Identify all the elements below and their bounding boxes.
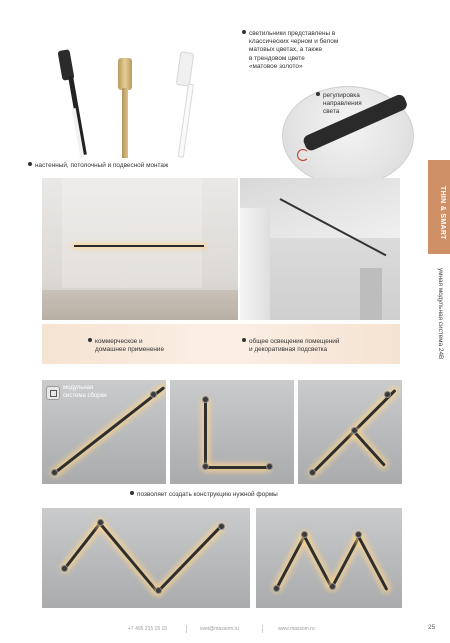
connector-node [273, 585, 280, 592]
white-fixture [176, 51, 195, 87]
bullet-icon [242, 338, 246, 342]
footer-divider [262, 625, 263, 633]
bullet-icon [88, 338, 92, 342]
white-fixture-rod [178, 84, 194, 158]
colors-note-line: «матовое золото» [249, 62, 303, 70]
rotation-note-line: света [323, 108, 340, 116]
modular-badge-line: система сборки [63, 392, 107, 399]
connector-node [329, 583, 336, 590]
wall-room-photo [42, 178, 238, 320]
diagonal-short-fixture [353, 430, 386, 466]
connector-node [301, 531, 308, 538]
modular-badge [44, 384, 114, 406]
connector-node [266, 463, 273, 470]
w-fixture-4 [357, 535, 389, 591]
window [240, 208, 270, 320]
application-right-line: и декоративная подсветка [249, 346, 328, 354]
connector-node [150, 391, 157, 398]
connector-node [355, 531, 362, 538]
section-subtitle: умная модульная система 24В [437, 268, 444, 360]
bullet-icon [28, 162, 32, 166]
footer-phone: +7 495 215 15 15 [128, 626, 168, 632]
connector-node [309, 469, 316, 476]
cube-stack-icon [46, 386, 60, 400]
footer-email[interactable]: svet@maxsom.ru [200, 626, 239, 632]
section-tab-label: THIN & SMART [439, 186, 446, 240]
footer-divider [186, 625, 187, 633]
rotation-note [316, 92, 396, 117]
mount-caption: настенный, потолочный и подвесной монтаж [28, 162, 168, 170]
footer [128, 626, 428, 636]
modular-badge-text [63, 385, 107, 400]
wall-fixture [74, 245, 204, 247]
shape-caption: позволяет создать конструкцию нужной формы [130, 491, 278, 499]
connector-node [384, 391, 391, 398]
rotation-arrow-icon [297, 149, 309, 161]
colors-note-line: классических черном и белом [249, 38, 339, 46]
application-right-line: общее освещение помещений [249, 338, 340, 345]
w-fixture-2 [303, 535, 333, 588]
connector-node [218, 523, 225, 530]
connector-node [155, 587, 162, 594]
application-left-line: домашнее применение [95, 346, 165, 354]
colors-note-line: светильники представлены в [249, 30, 336, 37]
application-note-right [242, 338, 339, 354]
zigzag-shape-panel [42, 508, 250, 608]
door [360, 268, 382, 320]
gold-fixture-rod [122, 88, 128, 158]
rotation-note-line: направления [323, 100, 362, 108]
zigzag-fixture-1 [63, 521, 102, 570]
application-left-line: коммерческое и [95, 338, 143, 345]
application-note-left [88, 338, 164, 354]
w-shape-panel [256, 508, 402, 608]
bullet-icon [130, 491, 134, 495]
gold-fixture [118, 58, 132, 90]
wall-panel [62, 178, 202, 288]
w-fixture-3 [331, 536, 361, 589]
modular-badge-line: модульная [63, 385, 94, 391]
zigzag-fixture-3 [157, 526, 222, 593]
connector-node [351, 427, 358, 434]
connector-node [51, 469, 58, 476]
horizontal-fixture [206, 466, 268, 469]
floor [42, 290, 238, 320]
colors-note-line: в трендовом цвете [249, 54, 305, 62]
bullet-icon [316, 92, 320, 96]
footer-site[interactable]: www.maxsom.ru [278, 626, 315, 632]
connector-node [61, 565, 68, 572]
page-number: 25 [428, 624, 436, 631]
connector-node [202, 463, 209, 470]
l-shape-panel [170, 380, 294, 484]
zigzag-fixture-2 [99, 523, 159, 594]
connector-node [97, 519, 104, 526]
connector-node [202, 396, 209, 403]
k-shape-panel [298, 380, 402, 484]
rotation-note-line: регулировка [323, 92, 360, 99]
colors-note-line: матовых цветах, а также [249, 46, 323, 54]
w-fixture-1 [275, 534, 307, 590]
product-colors-photo [38, 28, 228, 158]
ceiling-room-photo [240, 178, 400, 320]
bullet-icon [242, 30, 246, 34]
vertical-fixture [204, 400, 207, 466]
colors-note [242, 30, 382, 71]
